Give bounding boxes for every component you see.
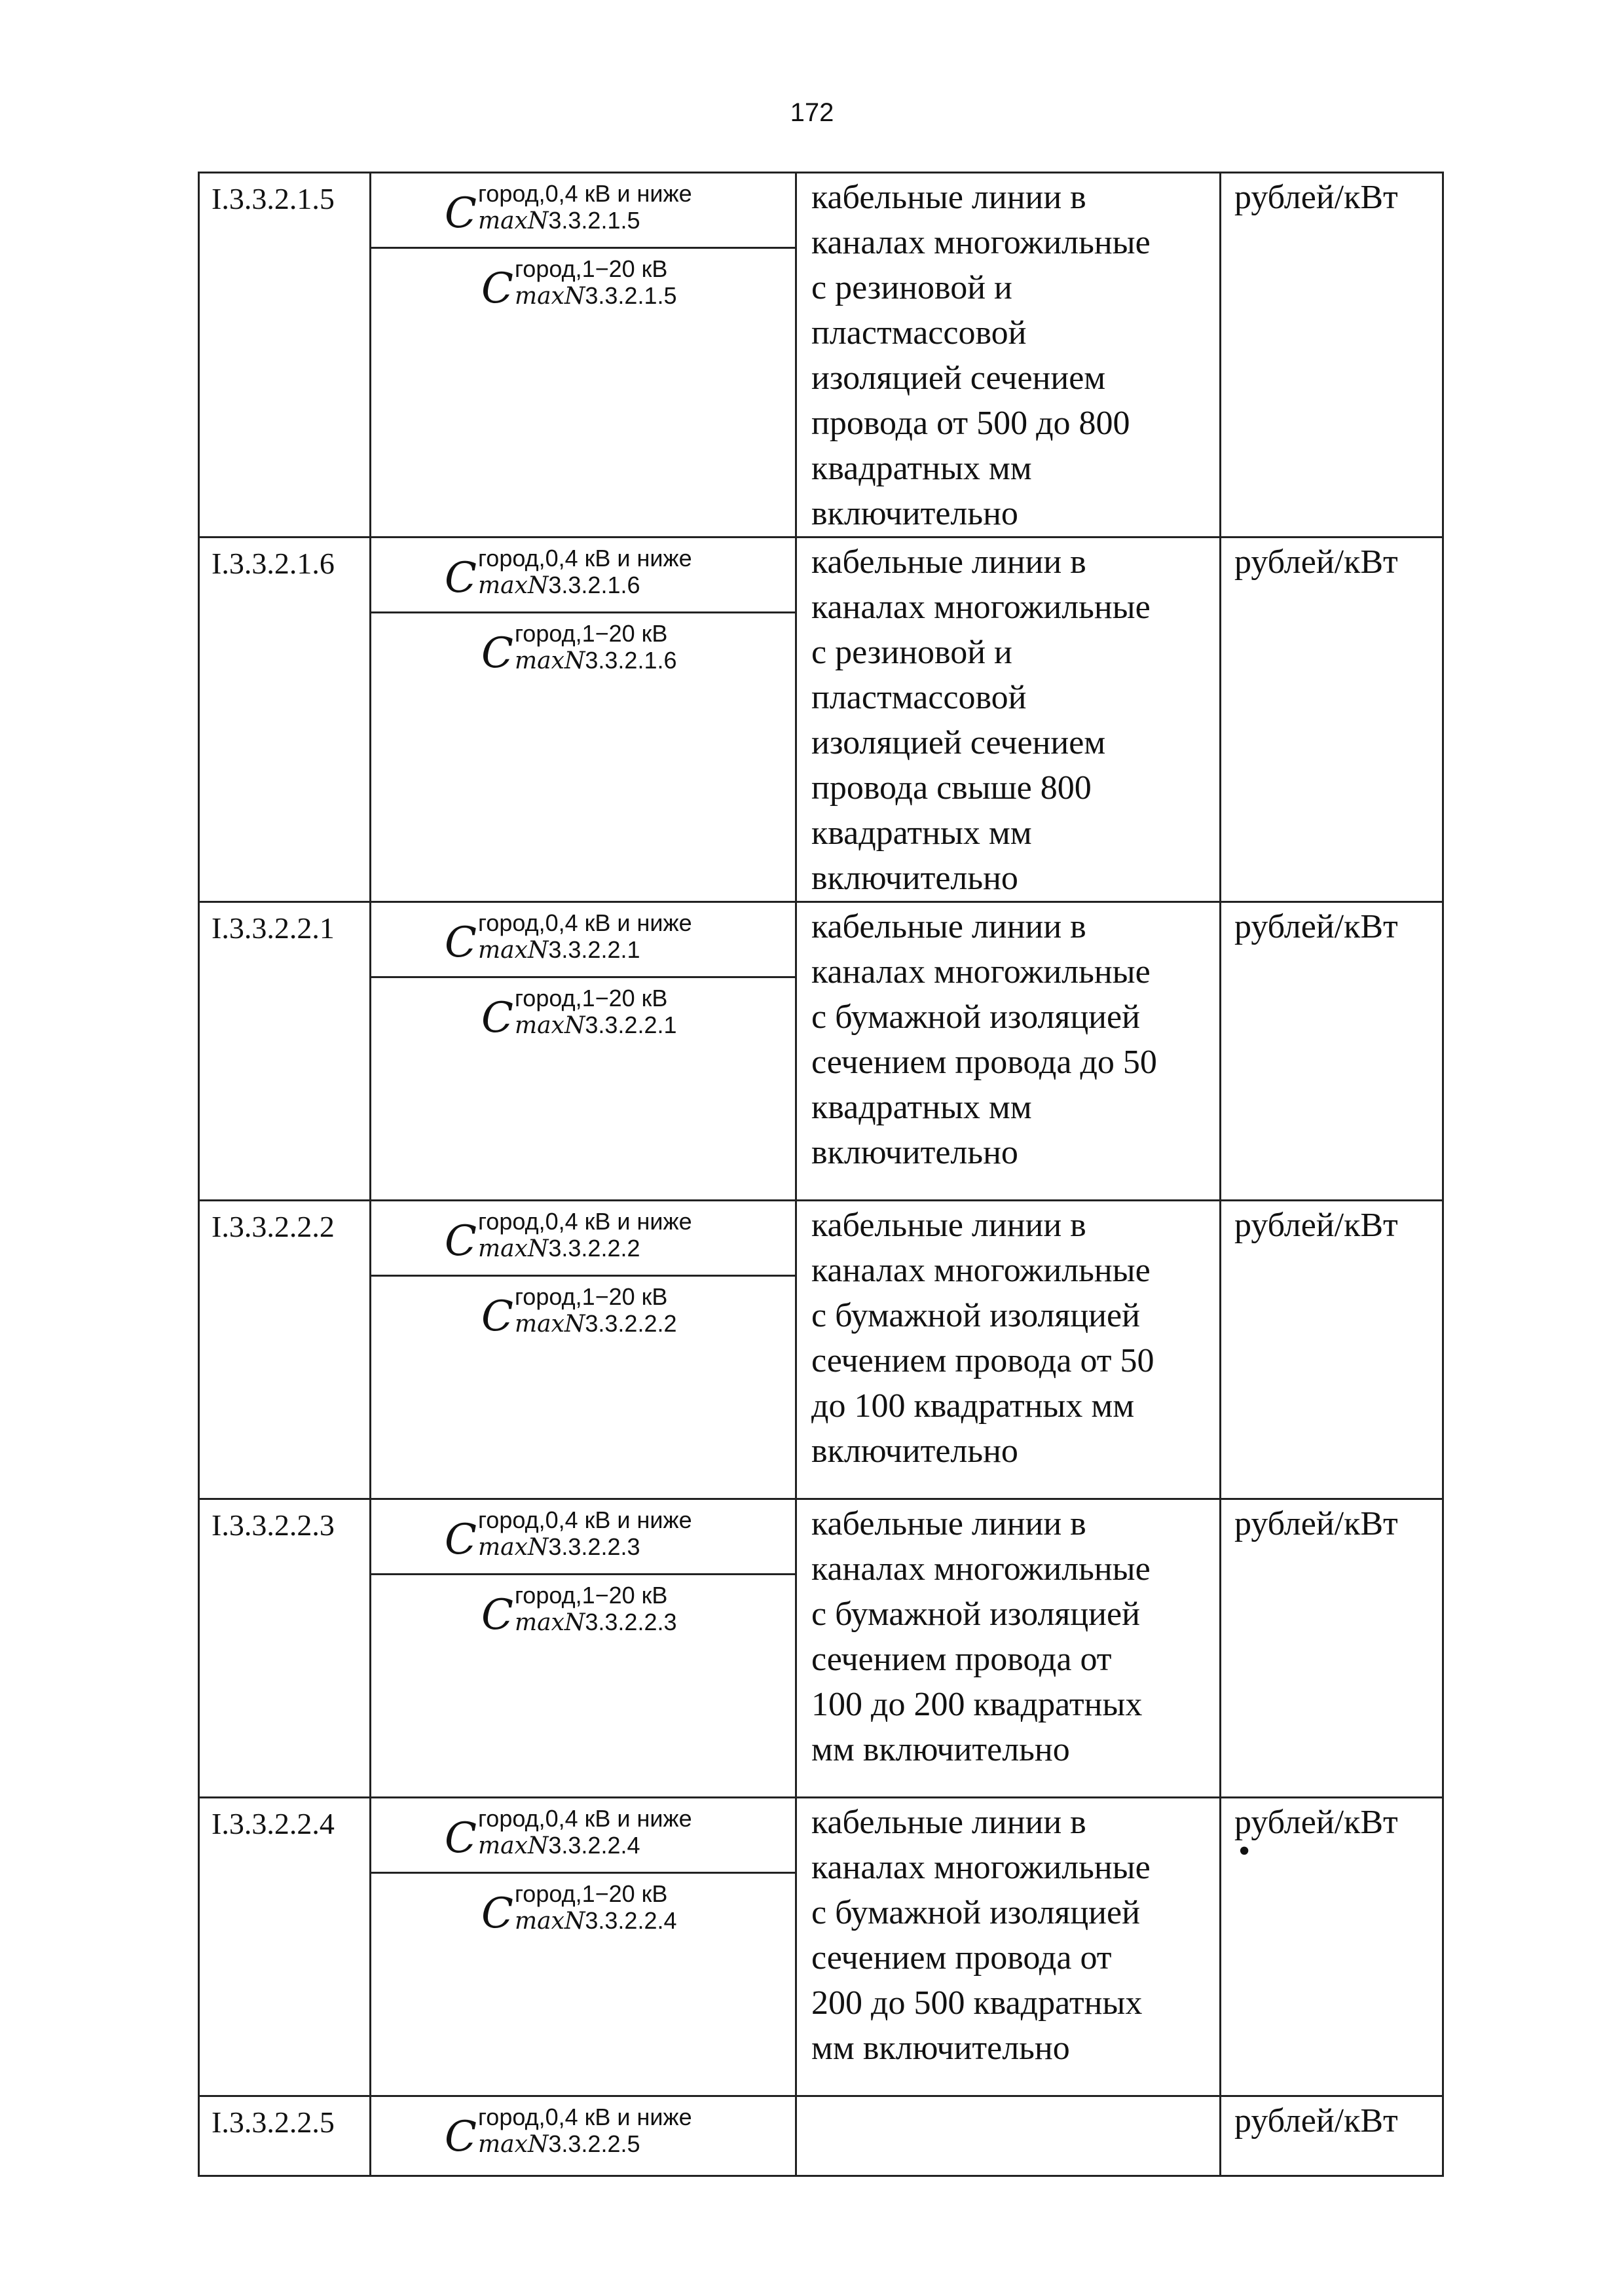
formula-low-voltage [371,1798,795,1874]
table-row [199,1499,1443,1798]
formula-cell [371,902,796,1201]
row-description [796,1201,1221,1499]
formula-cell [371,1499,796,1798]
table-row [199,2096,1443,2176]
formula-subscript-prefix: maxN [514,1012,585,1039]
description-line: кабельные линии в [811,543,1086,581]
description-line: кабельные линии в [811,1804,1086,1841]
row-description [796,1499,1221,1798]
formula-cell [371,1798,796,2096]
formula-subscript-prefix: maxN [477,1235,549,1262]
formula-subscript-number: 3.3.2.1.6 [548,572,640,598]
description-line: включительно [811,1432,1018,1470]
formula-subscript-number: 3.3.2.2.3 [585,1609,677,1635]
formula-subscript-number: 3.3.2.2.2 [585,1310,677,1337]
formula-superscript: город,0,4 кВ и ниже [477,2104,692,2130]
formula-symbol: C [445,554,477,602]
formula-symbol: C [445,919,477,967]
description-line: с бумажной изоляцией [811,998,1140,1036]
formula-subscript-number: 3.3.2.2.4 [585,1907,677,1934]
description-line: мм включительно [811,1731,1070,1768]
formula-subscript-prefix: maxN [477,937,549,964]
formula-symbol: C [481,1292,513,1341]
tariff-table [198,172,1444,2177]
formula-mid-voltage [371,978,795,1042]
formula-superscript: город,1−20 кВ [514,1582,668,1609]
description-line: квадратных мм [811,814,1032,852]
table-row [199,902,1443,1201]
row-code: I.3.3.2.1.5 [199,173,371,538]
description-line: каналах многожильные [811,224,1151,261]
formula-cell [371,2096,796,2176]
formula-subscript-number: 3.3.2.2.5 [548,2130,640,2157]
formula-mid-voltage [371,1575,795,1639]
formula-low-voltage [371,1500,795,1575]
formula-symbol: C [481,629,513,678]
formula-subscript-prefix: maxN [477,208,549,234]
formula-symbol: C [445,1217,477,1266]
description-line: с бумажной изоляцией [811,1894,1140,1931]
description-line: включительно [811,860,1018,897]
description-line: сечением провода от 50 [811,1342,1154,1379]
formula-superscript: город,0,4 кВ и ниже [477,909,692,936]
formula-superscript: город,1−20 кВ [514,985,668,1011]
formula-subscript-prefix: maxN [477,1534,549,1561]
description-line: включительно [811,495,1018,532]
description-line: квадратных мм [811,1089,1032,1126]
table-row [199,1798,1443,2096]
description-line: 200 до 500 квадратных [811,1984,1143,2022]
row-code: I.3.3.2.2.3 [199,1499,371,1798]
formula-mid-voltage [371,613,795,678]
formula-subscript-prefix: maxN [477,1832,549,1859]
formula-symbol: C [445,1814,477,1863]
formula-superscript: город,0,4 кВ и ниже [477,180,692,207]
formula-superscript: город,0,4 кВ и ниже [477,1208,692,1235]
formula-superscript: город,1−20 кВ [514,1283,668,1310]
description-line: с резиновой и [811,634,1012,671]
description-line: пластмассовой [811,679,1027,716]
description-line: изоляцией сечением [811,724,1106,761]
formula-symbol: C [481,264,513,313]
unit-label: рублей/кВт [1234,1804,1398,1841]
table-row [199,1201,1443,1499]
row-code: I.3.3.2.1.6 [199,538,371,902]
description-line: сечением провода от [811,1641,1112,1678]
description-line: изоляцией сечением [811,359,1106,397]
description-line: сечением провода до 50 [811,1044,1157,1081]
row-unit: рублей/кВт [1221,538,1443,902]
row-unit: рублей/кВт [1221,173,1443,538]
description-line: кабельные линии в [811,908,1086,945]
formula-low-voltage [371,2097,795,2161]
description-line: провода свыше 800 [811,769,1092,807]
description-line: каналах многожильные [811,1252,1151,1289]
formula-subscript-prefix: maxN [477,572,549,599]
description-line: мм включительно [811,2030,1070,2067]
description-line: каналах многожильные [811,1849,1151,1886]
description-line: с бумажной изоляцией [811,1297,1140,1334]
table-row [199,538,1443,902]
formula-low-voltage [371,903,795,978]
row-code: I.3.3.2.2.5 [199,2096,371,2176]
formula-subscript-number: 3.3.2.2.2 [548,1235,640,1262]
description-line: каналах многожильные [811,1550,1151,1588]
formula-low-voltage [371,538,795,613]
description-line: кабельные линии в [811,1505,1086,1542]
formula-subscript-prefix: maxN [514,647,585,674]
page-number: 172 [790,98,834,127]
description-line: с бумажной изоляцией [811,1595,1140,1633]
row-unit: рублей/кВт [1221,902,1443,1201]
formula-symbol: C [481,1889,513,1938]
row-code: I.3.3.2.2.1 [199,902,371,1201]
formula-superscript: город,0,4 кВ и ниже [477,545,692,572]
formula-superscript: город,0,4 кВ и ниже [477,1805,692,1832]
formula-cell [371,1201,796,1499]
formula-subscript-prefix: maxN [514,1908,585,1935]
formula-subscript-number: 3.3.2.1.5 [548,207,640,234]
row-unit: рублей/кВт [1221,1499,1443,1798]
description-line: сечением провода от [811,1939,1112,1977]
row-description [796,538,1221,902]
formula-superscript: город,1−20 кВ [514,255,668,282]
formula-mid-voltage [371,249,795,313]
row-description [796,902,1221,1201]
description-line: пластмассовой [811,314,1027,352]
description-line: до 100 квадратных мм [811,1387,1135,1425]
formula-subscript-number: 3.3.2.2.3 [548,1533,640,1560]
formula-low-voltage [371,173,795,249]
formula-mid-voltage [371,1874,795,1938]
table-row [199,173,1443,538]
formula-superscript: город,1−20 кВ [514,1880,668,1907]
formula-symbol: C [481,1591,513,1639]
row-description [796,173,1221,538]
formula-subscript-number: 3.3.2.1.5 [585,282,677,309]
formula-superscript: город,0,4 кВ и ниже [477,1506,692,1533]
formula-symbol: C [481,994,513,1042]
row-unit [1221,1798,1443,2096]
row-description [796,1798,1221,2096]
row-code: I.3.3.2.2.2 [199,1201,371,1499]
description-line: 100 до 200 квадратных [811,1686,1143,1723]
formula-subscript-number: 3.3.2.1.6 [585,647,677,674]
description-line: каналах многожильные [811,589,1151,626]
formula-symbol: C [445,189,477,238]
description-line: кабельные линии в [811,179,1086,216]
formula-mid-voltage [371,1277,795,1341]
formula-subscript-number: 3.3.2.2.1 [585,1011,677,1038]
description-line: квадратных мм [811,450,1032,487]
formula-subscript-prefix: maxN [514,1609,585,1636]
formula-subscript-prefix: maxN [477,2131,549,2158]
formula-symbol: C [445,2113,477,2161]
formula-cell [371,538,796,902]
formula-superscript: город,1−20 кВ [514,620,668,647]
row-unit: рублей/кВт [1221,2096,1443,2176]
formula-low-voltage [371,1201,795,1277]
row-code: I.3.3.2.2.4 [199,1798,371,2096]
formula-subscript-prefix: maxN [514,283,585,310]
description-line: с резиновой и [811,269,1012,306]
row-unit: рублей/кВт [1221,1201,1443,1499]
stray-mark: • [1238,1832,1251,1870]
description-line: включительно [811,1134,1018,1171]
formula-symbol: C [445,1516,477,1564]
row-description [796,2096,1221,2176]
formula-subscript-prefix: maxN [514,1311,585,1338]
description-line: провода от 500 до 800 [811,405,1130,442]
description-line: кабельные линии в [811,1207,1086,1244]
formula-subscript-number: 3.3.2.2.4 [548,1832,640,1859]
description-line: каналах многожильные [811,953,1151,991]
formula-cell [371,173,796,538]
formula-subscript-number: 3.3.2.2.1 [548,936,640,963]
